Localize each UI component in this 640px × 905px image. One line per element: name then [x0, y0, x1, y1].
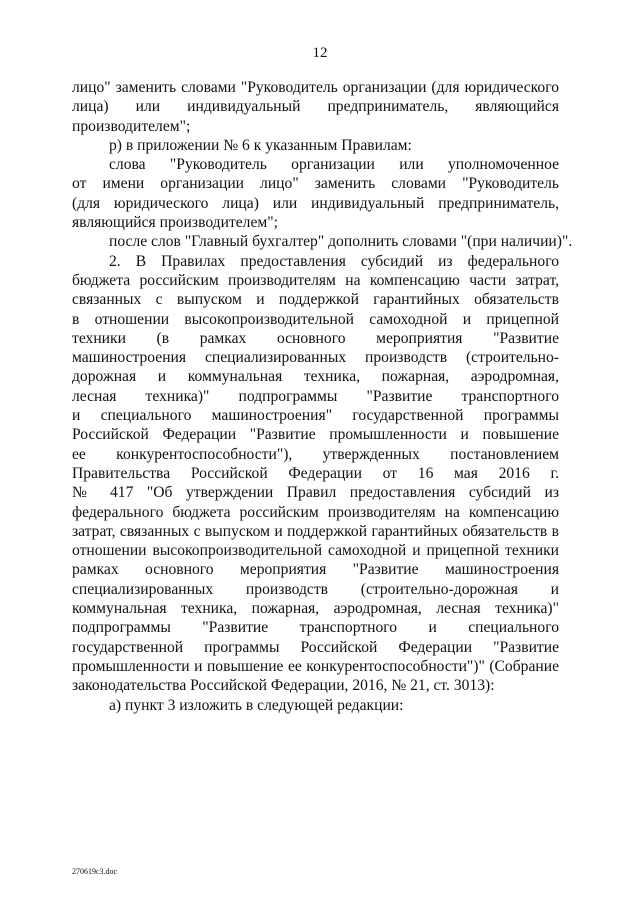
- text-line: техники (в рамках основного мероприятия "Развитие: [72, 329, 559, 347]
- text-line: являющийся производителем";: [72, 214, 278, 232]
- text-line: машиностроения специализированных производств (строительно-: [72, 349, 559, 367]
- text-line: связанных с выпуском и поддержкой гарантийных обязательств: [72, 291, 559, 309]
- text-line: специализированных производств (строительно-дорожная и: [72, 580, 559, 598]
- text-line: федерального бюджета российским производителям на компенсацию: [72, 503, 559, 521]
- text-line: р) в приложении № 6 к указанным Правилам:: [109, 136, 412, 154]
- text-line: лесная техника)" подпрограммы "Развитие транспортного: [72, 387, 559, 405]
- text-line: от имени организации лицо" заменить словами "Руководитель: [72, 175, 559, 193]
- text-line: отношении высокопроизводительной самоходной и прицепной техники: [72, 542, 559, 560]
- text-line: законодательства Российской Федерации, 2016, № 21, ст. 3013):: [72, 677, 495, 695]
- text-line: № 417 "Об утверждении Правил предоставления субсидий из: [72, 484, 559, 502]
- document-body: [72, 78, 573, 715]
- text-line: 2. В Правилах предоставления субсидий из федерального: [109, 252, 559, 270]
- text-line: ее конкурентоспособности"), утвержденных постановлением: [72, 445, 559, 463]
- text-line: промышленности и повышение ее конкурентоспособности")" (Собрание: [72, 657, 559, 675]
- text-line: Правительства Российской Федерации от 16 мая 2016 г.: [72, 464, 559, 482]
- text-line: рамках основного мероприятия "Развитие машиностроения: [72, 561, 559, 579]
- text-line: (для юридического лица) или индивидуальный предприниматель,: [72, 194, 559, 212]
- text-line: дорожная и коммунальная техника, пожарная, аэродромная,: [72, 368, 559, 386]
- page-number: 12: [312, 45, 328, 61]
- text-line: государственной программы Российской Федерации "Развитие: [72, 638, 559, 656]
- footer-filename: 270619c3.doc: [72, 867, 118, 876]
- text-line: бюджета российским производителям на компенсацию части затрат,: [72, 271, 559, 289]
- text-line: лицо" заменить словами "Руководитель организации (для юридического: [72, 79, 559, 96]
- text-line: в отношении высокопроизводительной самоходной и прицепной: [72, 310, 559, 328]
- text-line: лица) или индивидуальный предприниматель, являющийся: [72, 98, 559, 116]
- text-line: Российской Федерации "Развитие промышленности и повышение: [72, 426, 559, 444]
- text-line: и специального машиностроения" государственной программы: [72, 407, 559, 425]
- text-line: затрат, связанных с выпуском и поддержкой гарантийных обязательств в: [72, 522, 559, 540]
- text-line: слова "Руководитель организации или уполномоченное: [109, 156, 559, 174]
- text-line: производителем";: [72, 117, 191, 135]
- text-line: подпрограммы "Развитие транспортного и специального: [72, 619, 559, 637]
- text-line: а) пункт 3 изложить в следующей редакции:: [109, 696, 404, 714]
- text-line: коммунальная техника, пожарная, аэродромная, лесная техника)": [72, 600, 559, 618]
- text-line: после слов "Главный бухгалтер" дополнить словами "(при наличии)".: [109, 233, 573, 251]
